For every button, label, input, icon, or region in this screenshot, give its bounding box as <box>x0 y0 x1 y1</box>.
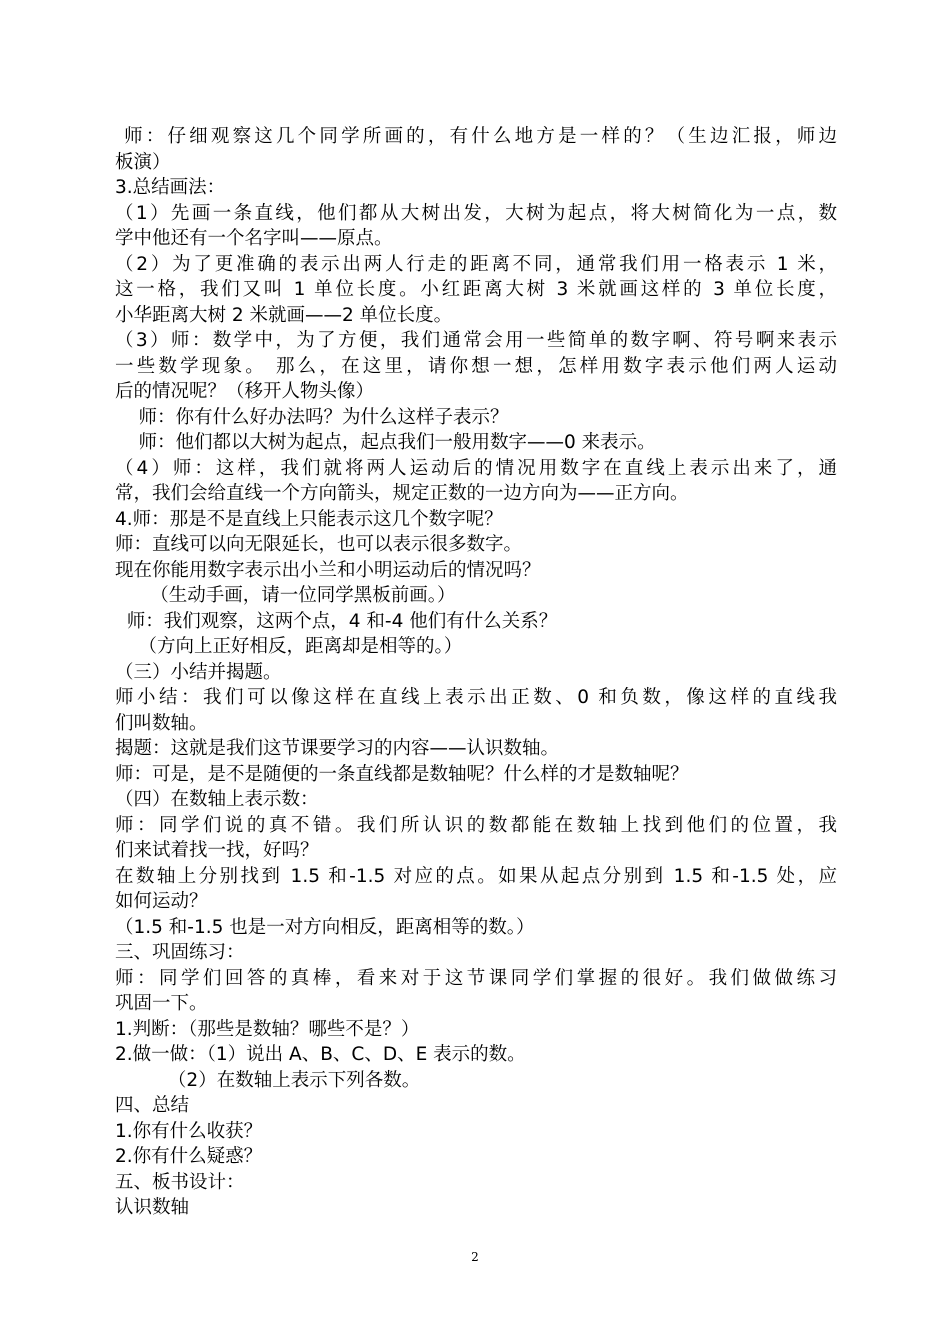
text-line: 五、板书设计： <box>115 1171 245 1193</box>
text-line: 4.师：那是不是直线上只能表示这几个数字呢？ <box>115 508 503 530</box>
text-line: （四）在数轴上表示数： <box>115 789 319 810</box>
text-line: 巩固一下。 <box>115 993 208 1014</box>
text-line: 认识数轴 <box>115 1197 190 1218</box>
text-line: 这一格，我们又叫 1 单位长度。小红距离大树 3 米就画这样的 3 单位长度， <box>115 279 837 300</box>
page-number: 2 <box>471 1250 479 1264</box>
text-line: （2）为了更准确的表示出两人行走的距离不同，通常我们用一格表示 1 米， <box>115 253 837 275</box>
text-line: 揭题：这就是我们这节课要学习的内容——认识数轴。 <box>115 738 560 759</box>
text-line: 师：他们都以大树为起点，起点我们一般用数字——0 来表示。 <box>115 432 656 453</box>
text-line: 现在你能用数字表示出小兰和小明运动后的情况吗？ <box>115 559 541 581</box>
text-line: 师：直线可以向无限延长，也可以表示很多数字。 <box>115 534 523 555</box>
text-line: 三、巩固练习： <box>115 942 245 963</box>
text-line: （三）小结并揭题。 <box>115 661 282 683</box>
text-line: 师：同学们说的真不错。我们所认识的数都能在数轴上找到他们的位置，我 <box>115 814 837 836</box>
text-line: （1.5 和-1.5 也是一对方向相反，距离相等的数。） <box>115 916 535 938</box>
text-line: （1）先画一条直线，他们都从大树出发，大树为起点，将大树简化为一点，数 <box>115 202 837 224</box>
text-line: 小华距离大树 2 米就画——2 单位长度。 <box>115 304 453 326</box>
text-line: 师：你有什么好办法吗？为什么这样子表示？ <box>115 406 509 428</box>
text-line: 板演） <box>115 151 171 173</box>
text-line: （2）在数轴上表示下列各数。 <box>115 1069 421 1091</box>
text-line: 师：可是，是不是随便的一条直线都是数轴呢？什么样的才是数轴呢？ <box>115 763 689 785</box>
text-line: 1.你有什么收获？ <box>115 1120 263 1142</box>
document-body <box>115 124 837 1221</box>
text-line: 师：我们观察，这两个点，4 和-4 他们有什么关系？ <box>115 610 558 632</box>
text-line: （3）师：数学中，为了方便，我们通常会用一些简单的数字啊、符号啊来表示 <box>115 330 837 351</box>
text-line: 师小结：我们可以像这样在直线上表示出正数、0 和负数，像这样的直线我 <box>115 687 837 708</box>
text-line: 2.你有什么疑惑？ <box>115 1146 263 1167</box>
text-line: （4）师：这样，我们就将两人运动后的情况用数字在直线上表示出来了，通 <box>115 457 837 479</box>
text-line: 师：同学们回答的真棒，看来对于这节课同学们掌握的很好。我们做做练习 <box>115 967 837 989</box>
text-line: 常，我们会给直线一个方向箭头，规定正数的一边方向为——正方向。 <box>115 483 689 504</box>
text-line: （生动手画，请一位同学黑板前画。） <box>115 585 456 606</box>
text-line: 如何运动？ <box>115 891 208 912</box>
text-line: 们来试着找一找，好吗？ <box>115 840 319 861</box>
text-line: （方向上正好相反，距离却是相等的。） <box>115 636 463 657</box>
text-line: 3.总结画法： <box>115 177 226 198</box>
text-line: 们叫数轴。 <box>115 712 208 734</box>
text-line: 在数轴上分别找到 1.5 和-1.5 对应的点。如果从起点分别到 1.5 和-1.5 处，应 <box>115 865 837 887</box>
text-line: 学中他还有一个名字叫——原点。 <box>115 228 393 249</box>
text-line: 后的情况呢？（移开人物头像） <box>115 381 375 402</box>
text-line: 2.做一做：（1）说出 A、B、C、D、E 表示的数。 <box>115 1044 526 1065</box>
text-line: 1.判断：（那些是数轴？哪些不是？） <box>115 1018 420 1040</box>
text-line: 师：仔细观察这几个同学所画的，有什么地方是一样的？（生边汇报，师边 <box>115 126 837 147</box>
text-line: 一些数学现象。 那么，在这里，请你想一想，怎样用数字表示他们两人运动 <box>115 355 837 377</box>
text-line: 四、总结 <box>115 1095 190 1116</box>
